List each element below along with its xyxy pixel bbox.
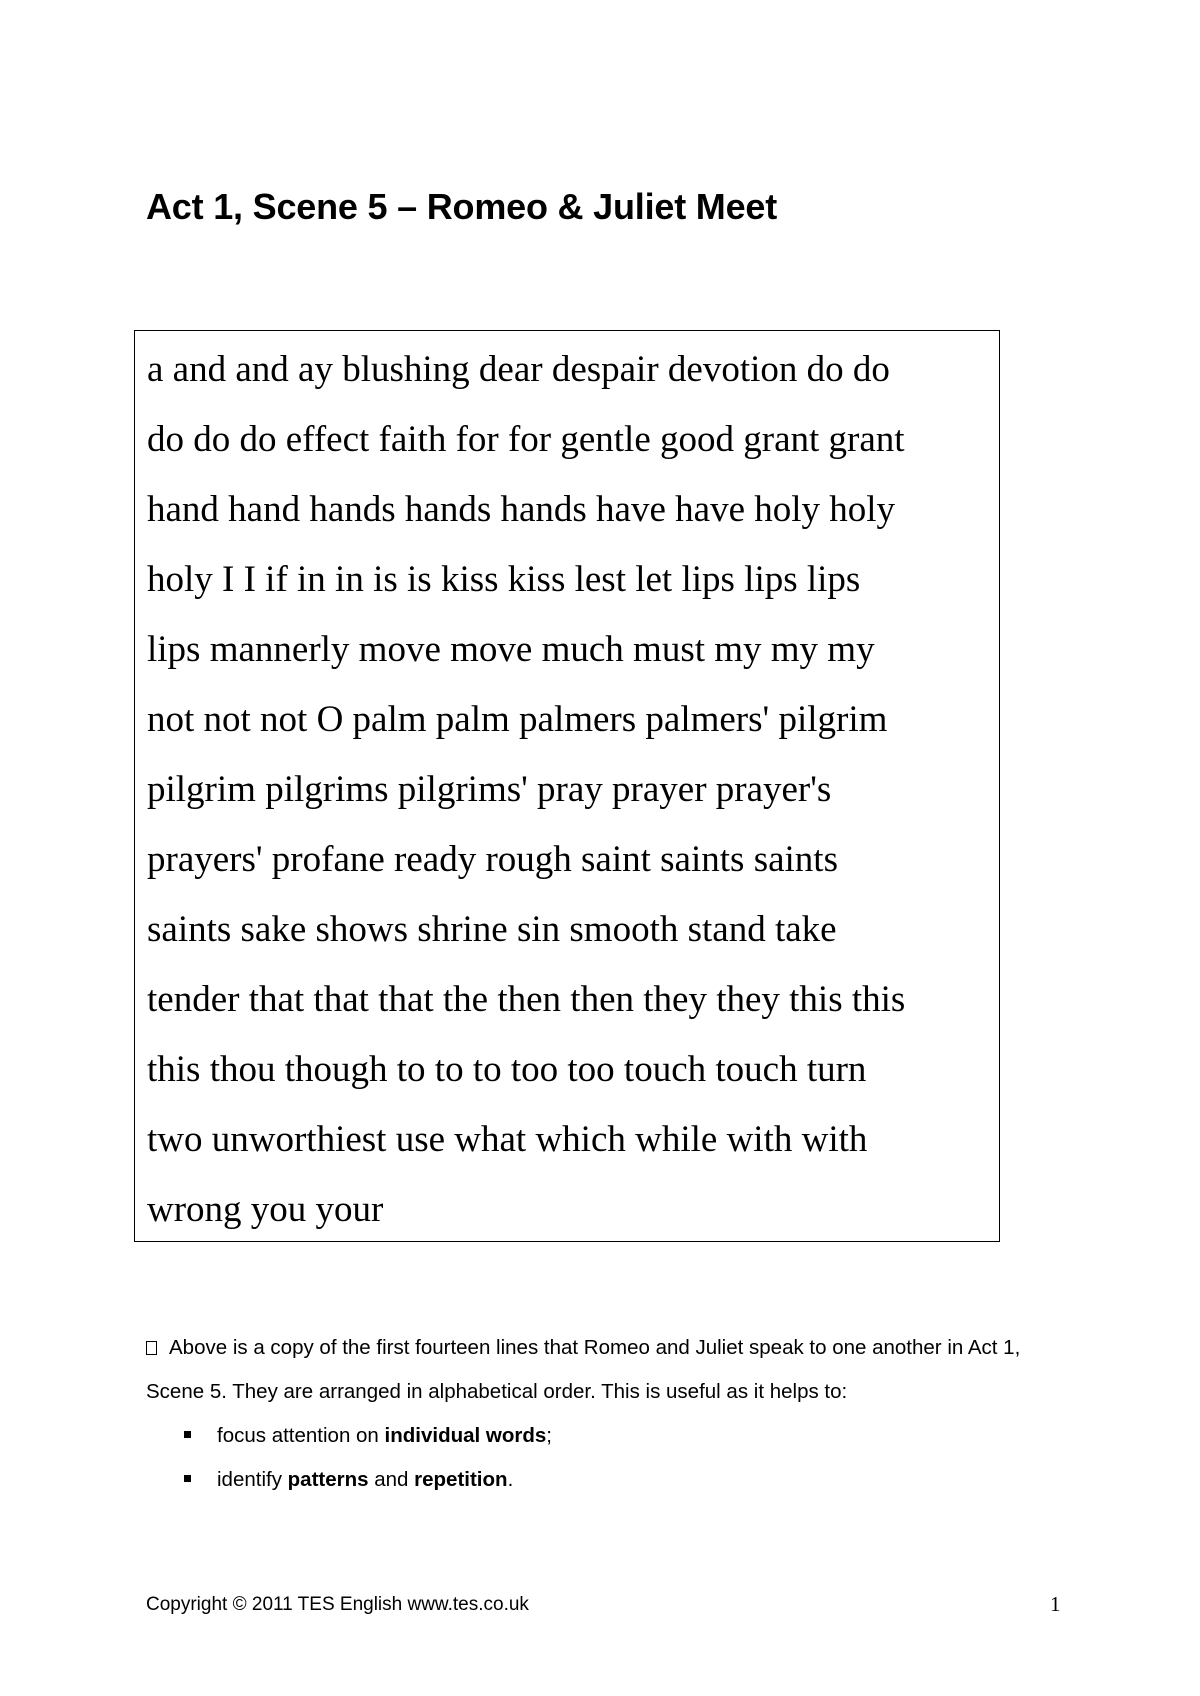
page-number: 1 [1050, 1592, 1061, 1616]
list-item [184, 1414, 552, 1458]
word-line: two unworthiest use what which while with with [147, 1119, 868, 1160]
bullet-text: focus attention on [217, 1424, 385, 1447]
word-line: do do do effect faith for for gentle good grant grant [147, 419, 905, 460]
word-line: lips mannerly move move much must my my my [147, 629, 875, 670]
bullet-text: and [368, 1468, 415, 1491]
word-line: hand hand hands hands hands have have holy holy [147, 489, 896, 530]
bullet-bold-text: individual words [384, 1424, 547, 1447]
list-item [184, 1458, 552, 1502]
square-bullet-icon [184, 1431, 191, 1438]
intro-paragraph [146, 1326, 1076, 1414]
word-line: wrong you your [147, 1189, 384, 1230]
bullet-marker-icon [146, 1341, 157, 1355]
word-box [134, 330, 1000, 1242]
bullet-text: ; [546, 1424, 552, 1447]
bullet-text: . [507, 1468, 514, 1491]
bullet-text: identify [217, 1468, 288, 1491]
square-bullet-icon [184, 1475, 191, 1482]
bullet-list [184, 1414, 552, 1502]
page-title: Act 1, Scene 5 – Romeo & Juliet Meet [146, 186, 778, 227]
word-line: a and and ay blushing dear despair devotion do do [147, 349, 890, 390]
bullet-bold-text: patterns [287, 1468, 369, 1491]
bullet-bold-text: repetition [414, 1468, 508, 1491]
footer-copyright: Copyright © 2011 TES English www.tes.co.uk [146, 1594, 529, 1615]
word-line: saints sake shows shrine sin smooth stand take [147, 909, 837, 950]
word-line: not not not O palm palm palmers palmers' pilgrim [147, 699, 888, 740]
word-line: tender that that that the then then they they this this [147, 979, 906, 1020]
word-line: prayers' profane ready rough saint saints saints [147, 839, 838, 880]
intro-text: Above is a copy of the first fourteen lines that Romeo and Juliet speak to one another in Act 1, Scene 5. They are arranged in alphabetical order. This is useful as it helps to: [146, 1336, 1021, 1403]
word-line: holy I I if in in is is kiss kiss lest let lips lips lips [147, 559, 861, 600]
word-line: pilgrim pilgrims pilgrims' pray prayer prayer's [147, 769, 832, 810]
word-line: this thou though to to to too too touch touch turn [147, 1049, 867, 1090]
